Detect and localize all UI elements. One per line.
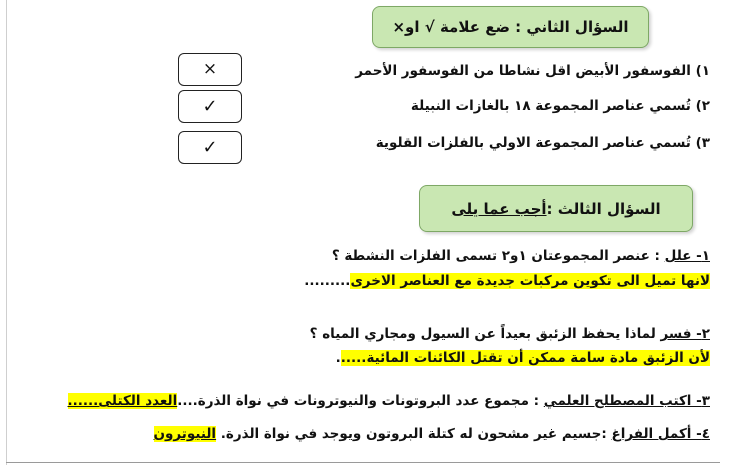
question-3-title-emphasis: أجب عما يلى <box>451 199 547 218</box>
statement-2: ٢) تُسمي عناصر المجموعة ١٨ بالغازات النبيلة <box>410 98 710 114</box>
question-3-title-prefix: السؤال الثالث : <box>546 199 661 218</box>
item-1-label: ١- علل <box>664 248 710 264</box>
question-3-heading <box>419 185 693 232</box>
item-2-answer-prefix: . <box>335 350 341 366</box>
check-mark: ✓ <box>202 136 218 158</box>
page-left-edge <box>6 0 7 465</box>
item-2-label: ٢- فسر <box>660 326 710 342</box>
item-3-label: ٣- اكتب المصطلح العلمي <box>543 393 710 409</box>
question-3-item-3 <box>68 393 711 409</box>
answer-box-2 <box>178 90 242 123</box>
item-1-answer-dots: ......... <box>304 273 351 289</box>
cross-mark: × <box>202 59 218 79</box>
statement-3: ٣) تُسمي عناصر المجموعة الاولي بالفلزات القلوية <box>375 135 710 151</box>
item-1-question: : عنصر المجموعتان ١و٢ تسمى الفلزات النشطة ؟ <box>331 248 665 264</box>
item-1-answer: لانها تميل الى تكوين مركبات جديدة مع العناصر الاخرى <box>350 273 710 289</box>
item-4-label: ٤- أكمل الفراغ <box>611 426 710 442</box>
question-2-title: السؤال الثاني : ضع علامة √ او× <box>392 18 629 36</box>
item-2-question: لماذا يحفظ الزئبق بعيداً عن السيول ومجاري المياه ؟ <box>309 326 661 342</box>
question-3-answer-1 <box>304 273 710 289</box>
statement-1: ١) الفوسفور الأبيض اقل نشاطا من الفوسفور الأحمر <box>355 63 710 79</box>
check-mark: ✓ <box>202 95 218 117</box>
question-3-item-1 <box>332 248 710 264</box>
question-2-heading <box>372 6 649 48</box>
item-3-question: : مجموع عدد البروتونات والنيوترونات في نواة الذرة.... <box>177 393 544 409</box>
answer-box-3 <box>178 131 242 164</box>
question-3-item-2 <box>310 326 710 342</box>
item-4-answer: النيوترون <box>153 426 217 442</box>
item-3-answer: العدد الكتلى...... <box>67 393 178 409</box>
item-2-answer: لأن الزئبق مادة سامة ممكن أن تقتل الكائنات المائية..... <box>340 350 710 366</box>
item-4-question: :جسيم غير مشحون له كتلة البروتون ويوجد في نواة الذرة. <box>216 426 612 442</box>
question-3-item-4 <box>154 426 711 442</box>
answer-box-1 <box>178 53 242 86</box>
page-bottom-edge <box>6 462 720 463</box>
question-3-answer-2 <box>336 350 710 366</box>
